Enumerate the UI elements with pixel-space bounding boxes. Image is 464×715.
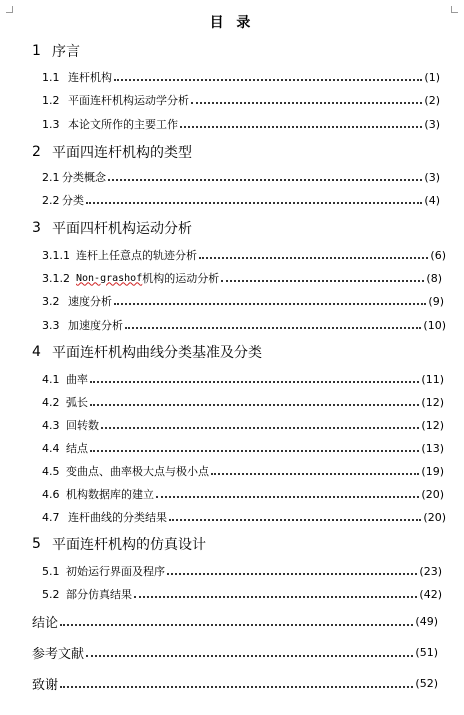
section-label: 连杆上任意点的轨迹分析 [76, 249, 197, 262]
page-number: (23) [419, 564, 442, 578]
toc-entry-references[interactable] [32, 643, 438, 662]
section-number: 1.1 [42, 70, 60, 84]
dot-leader [156, 496, 419, 498]
toc-entry-acknowledgements[interactable] [32, 674, 438, 693]
page-number: (6) [430, 248, 446, 262]
page-number: (1) [424, 70, 440, 84]
toc-entry[interactable] [42, 116, 440, 132]
entry-label: 参考文献 [32, 647, 85, 662]
section-label: 本论文所作的主要工作 [68, 118, 178, 131]
section-label: 变曲点、曲率极大点与极小点 [66, 465, 209, 478]
page-number: (51) [415, 646, 438, 659]
section-label: 分类概念 [62, 171, 106, 184]
section-label: 速度分析 [68, 295, 112, 308]
dot-leader [108, 179, 422, 181]
dot-leader [114, 79, 422, 81]
dot-leader [60, 624, 413, 626]
chapter-number: 3 [32, 220, 41, 236]
section-label: 连杆曲线的分类结果 [68, 511, 167, 524]
dot-leader [90, 404, 419, 406]
toc-entry[interactable] [42, 394, 444, 410]
dot-leader [221, 280, 424, 282]
section-label: 部分仿真结果 [66, 588, 132, 601]
page-number: (12) [421, 395, 444, 409]
entry-label: 致谢 [32, 678, 59, 693]
section-label: 结点 [66, 442, 88, 455]
section-label: 曲率 [66, 373, 88, 386]
toc-entry[interactable] [42, 270, 442, 286]
dot-leader [90, 381, 419, 383]
section-number: 5.1 [42, 564, 60, 578]
page-number: (19) [421, 464, 444, 478]
section-number: 4.1 [42, 372, 60, 386]
section-label: 机构的运动分析 [142, 272, 220, 285]
chapter-label: 平面连杆机构曲线分类基准及分类 [52, 345, 262, 361]
section-number: 4.4 [42, 441, 60, 455]
page-number: (2) [424, 93, 440, 107]
page-number: (4) [424, 193, 440, 207]
section-number: 4.5 [42, 464, 60, 478]
page-number: (3) [424, 170, 440, 184]
chapter-label: 平面连杆机构的仿真设计 [52, 537, 206, 553]
toc-entry[interactable] [42, 92, 440, 108]
toc-title: 目 录 [209, 15, 255, 31]
chapter-label: 平面四杆机构运动分析 [52, 221, 192, 237]
toc-entry[interactable] [42, 293, 444, 309]
chapter-heading [32, 534, 206, 554]
page-number: (8) [426, 271, 442, 285]
section-number: 4.7 [42, 510, 60, 524]
section-number: 3.3 [42, 318, 60, 332]
section-label: 初始运行界面及程序 [66, 565, 165, 578]
chapter-label: 平面四连杆机构的类型 [52, 145, 192, 161]
dot-leader [199, 257, 428, 259]
section-label: 回转数 [66, 419, 99, 432]
dot-leader [114, 303, 426, 305]
toc-entry[interactable] [42, 417, 444, 433]
chapter-number: 1 [32, 43, 41, 59]
dot-leader [134, 596, 417, 598]
dot-leader [180, 126, 422, 128]
page-number: (9) [428, 294, 444, 308]
section-number: 1.2 [42, 93, 60, 107]
section-label: 分类 [62, 194, 84, 207]
section-label: 加速度分析 [68, 319, 123, 332]
toc-entry[interactable] [42, 486, 444, 502]
chapter-heading [32, 41, 80, 61]
section-label: 平面连杆机构运动学分析 [68, 94, 189, 107]
toc-entry[interactable] [42, 317, 446, 333]
toc-entry[interactable] [42, 509, 446, 525]
dot-leader [211, 473, 419, 475]
page-number: (12) [421, 418, 444, 432]
toc-entry[interactable] [42, 586, 442, 602]
dot-leader [86, 202, 422, 204]
page-number: (13) [421, 441, 444, 455]
toc-entry[interactable] [42, 371, 444, 387]
section-number: 3.2 [42, 294, 60, 308]
section-label: 机构数据库的建立 [66, 488, 154, 501]
page-number: (52) [415, 677, 438, 690]
page-number: (49) [415, 615, 438, 628]
page-number: (20) [421, 487, 444, 501]
chapter-number: 4 [32, 344, 41, 360]
toc-entry[interactable] [42, 463, 444, 479]
page-number: (3) [424, 117, 440, 131]
page-number: (10) [423, 318, 446, 332]
chapter-heading [32, 342, 262, 362]
section-number: 1.3 [42, 117, 60, 131]
dot-leader [125, 327, 421, 329]
toc-entry[interactable] [42, 440, 444, 456]
dot-leader [191, 102, 422, 104]
dot-leader [101, 427, 419, 429]
chapter-heading [32, 218, 192, 238]
toc-entry[interactable] [42, 69, 440, 85]
section-label-prefix: Non-grashof [76, 272, 143, 284]
toc-entry[interactable] [42, 169, 440, 185]
section-number: 5.2 [42, 587, 60, 601]
section-number: 3.1.2 [42, 271, 70, 285]
toc-entry[interactable] [42, 192, 440, 208]
chapter-label: 序言 [52, 44, 80, 60]
dot-leader [60, 686, 413, 688]
section-label: 连杆机构 [68, 71, 112, 84]
section-number: 4.2 [42, 395, 60, 409]
section-number: 2.1 [42, 170, 60, 184]
entry-label: 结论 [32, 616, 59, 631]
dot-leader [86, 655, 413, 657]
section-number: 4.3 [42, 418, 60, 432]
dot-leader [169, 519, 421, 521]
chapter-number: 2 [32, 144, 41, 160]
page-number: (42) [419, 587, 442, 601]
page-number: (11) [421, 372, 444, 386]
chapter-heading [32, 142, 192, 162]
section-label: 弧长 [66, 396, 88, 409]
toc-entry[interactable] [42, 563, 442, 579]
section-number: 3.1.1 [42, 248, 70, 262]
chapter-number: 5 [32, 536, 41, 552]
dot-leader [167, 573, 417, 575]
section-number: 4.6 [42, 487, 60, 501]
dot-leader [90, 450, 419, 452]
section-number: 2.2 [42, 193, 60, 207]
toc-entry[interactable] [42, 247, 446, 263]
page-number: (20) [423, 510, 446, 524]
toc-entry-conclusion[interactable] [32, 612, 438, 631]
